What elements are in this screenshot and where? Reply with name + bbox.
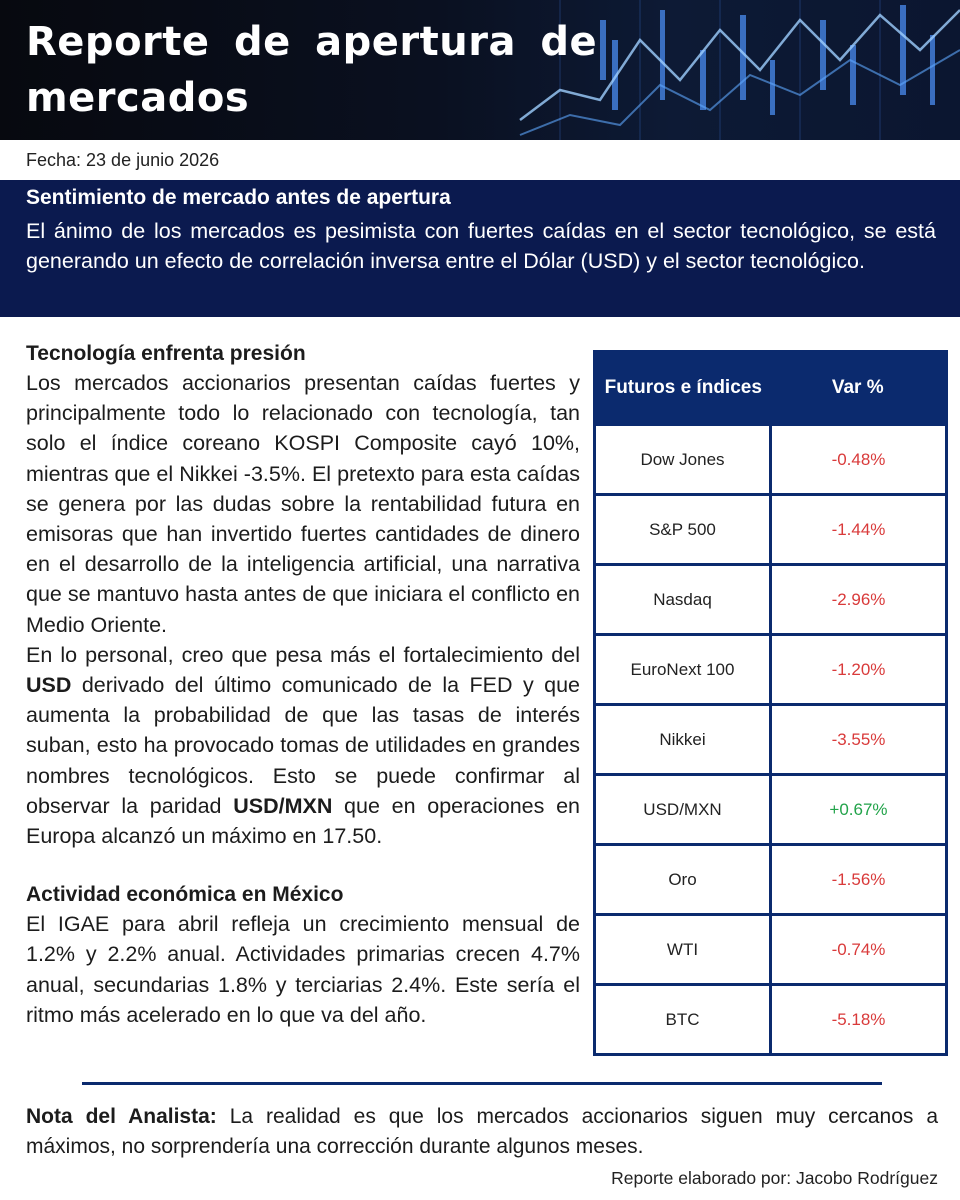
change-value: -0.48% (771, 425, 947, 495)
table-row (595, 425, 947, 495)
table-row (595, 635, 947, 705)
table-row (595, 915, 947, 985)
instrument-name: Nasdaq (595, 565, 771, 635)
instrument-name: Nikkei (595, 705, 771, 775)
table-row (595, 845, 947, 915)
indices-table (593, 350, 948, 1056)
tech-heading: Tecnología enfrenta presión (26, 342, 306, 365)
change-value: -1.44% (771, 495, 947, 565)
table-row (595, 705, 947, 775)
instrument-name: Dow Jones (595, 425, 771, 495)
instrument-name: BTC (595, 985, 771, 1055)
change-value: -0.74% (771, 915, 947, 985)
instrument-name: USD/MXN (595, 775, 771, 845)
tech-paragraph-2 (26, 640, 580, 851)
column-header-change: Var % (771, 352, 947, 425)
instrument-name: WTI (595, 915, 771, 985)
sentiment-text: El ánimo de los mercados es pesimista con fuertes caídas en el sector tecnológico, se está generando un efecto de correlación inversa entre el Dólar (USD) y el sector tecnológico. (26, 219, 936, 273)
tech-p2-part-c: que en operaciones en Europa alcanzó un máximo en 17.50. (26, 793, 580, 849)
instrument-name: S&P 500 (595, 495, 771, 565)
change-value: -2.96% (771, 565, 947, 635)
report-date: Fecha: 23 de junio 2026 (26, 150, 220, 170)
change-value: +0.67% (771, 775, 947, 845)
analyst-note-text: La realidad es que los mercados accionarios siguen muy cercanos a máximos, no sorprendería una corrección durante algunos meses. (26, 1105, 938, 1158)
report-title: Reporte de apertura de mercados (26, 19, 598, 121)
table-row (595, 495, 947, 565)
usdmxn-highlight: USD/MXN (233, 793, 333, 818)
sentiment-section (0, 180, 960, 317)
section-divider (82, 1082, 882, 1085)
sentiment-heading: Sentimiento de mercado antes de apertura (26, 186, 451, 209)
main-content (26, 340, 580, 1030)
instrument-name: Oro (595, 845, 771, 915)
header-banner (0, 0, 960, 140)
indices-table-body (595, 425, 947, 1055)
tech-p2-part-a: En lo personal, creo que pesa más el fortalecimiento del (26, 642, 580, 667)
mexico-heading: Actividad económica en México (26, 883, 344, 907)
table-row (595, 565, 947, 635)
tech-paragraph-1: Los mercados accionarios presentan caídas fuertes y principalmente todo lo relacionado con tecnología, tan solo el índice coreano KOSPI Composite cayó 10%, mientras que el Nikkei -3.5%. El pretexto para esta caídas se genera por las dudas sobre la rentabilidad futura en emisoras que han invertido fuertes cantidades de dinero en el desarrollo de la inteligencia artificial, una narrativa que se mantuvo hasta antes de que iniciara el conflicto en Medio Oriente. (26, 371, 580, 637)
change-value: -1.56% (771, 845, 947, 915)
instrument-name: EuroNext 100 (595, 635, 771, 705)
analyst-note-label: Nota del Analista: (26, 1105, 217, 1128)
column-header-instrument: Futuros e índices (595, 352, 771, 425)
analyst-note (26, 1102, 938, 1162)
usd-highlight: USD (26, 673, 72, 698)
tech-p2-part-b: derivado del último comunicado de la FED y que aumenta la probabilidad de que las tasas de interés suban, esto ha provocado tomas de utilidades en grandes nombres tecnológicos. Esto se puede confirmar al observar la paridad (26, 673, 580, 818)
table-header-row (595, 352, 947, 425)
mexico-text: El IGAE para abril refleja un crecimiento mensual de 1.2% y 2.2% anual. Actividades primarias crecen 4.7% anual, secundarias 1.8% y terciarias 2.4%. Este sería el ritmo más acelerado en lo que va del año. (26, 912, 580, 1027)
table-row (595, 775, 947, 845)
change-value: -5.18% (771, 985, 947, 1055)
change-value: -1.20% (771, 635, 947, 705)
report-author: Reporte elaborado por: Jacobo Rodríguez (611, 1168, 938, 1188)
change-value: -3.55% (771, 705, 947, 775)
table-row (595, 985, 947, 1055)
